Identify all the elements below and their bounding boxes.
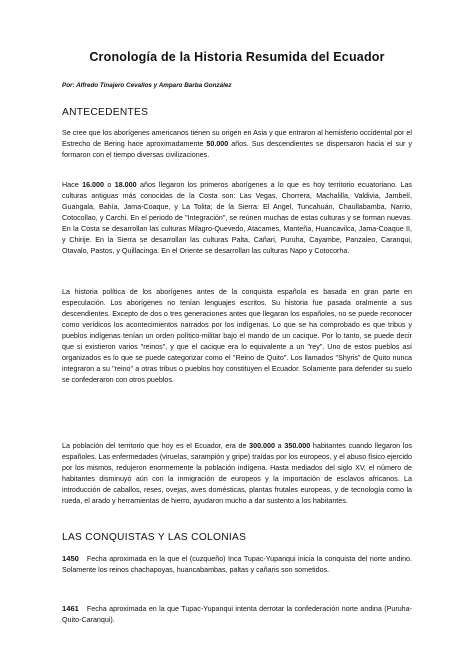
bold-figure: 16.000 <box>82 181 104 189</box>
paragraph <box>62 287 412 386</box>
text-run: habitantes cuando llegaron los españoles. Las enfermedades (viruelas, sarampión y gripe) traídas por los europeos, y el abuso físico ejercido por los mismos, redujeron enormemente la población indígena. Hasta mediados del siglo XV, el número de habitantes disminuyó aún con la inmigración de europeos y la importación de esclavos africanos. La introducción de caballos, reses, ovejas, aves domésticas, plantas frutales europeas, y de tecnología como la rueda, el arado y herramientas de hierro, ayudaron mucho a dar sustento a los habitantes. <box>62 442 412 506</box>
bold-figure: 300.000 <box>249 442 275 450</box>
document-title: Cronología de la Historia Resumida del Ecuador <box>89 50 385 64</box>
text-run: o <box>103 181 115 189</box>
text-run: Se cree que los aborígenes americanos tienen su origen en Asia y que entraron al hemisferio occidental por el Estrecho de Bering hace aproximadamente <box>62 129 412 149</box>
bold-figure: 350.000 <box>284 442 311 450</box>
text-run: Hace <box>62 181 83 189</box>
section-heading-antecedentes: ANTECEDENTES <box>62 107 149 118</box>
chronology-entry <box>62 553 412 576</box>
section-heading-conquistas: LAS CONQUISTAS Y LAS COLONIAS <box>62 532 247 543</box>
bold-figure: 18.000 <box>114 181 137 189</box>
text-run: La población del territorio que hoy es el Ecuador, era de <box>62 442 250 450</box>
entry-year: 1461 <box>62 604 79 613</box>
chronology-entry <box>62 603 412 626</box>
text-run: años llegaron los primeros aborígenes a lo que es hoy territorio ecuatoriano. Las culturas antiguas más conocidas de la Costa son: Las Vegas, Chorrera, Machalilla, Valdivia, Jambelí, Guangala, Bahía, Jama-Coaque, y La Tolita; de la Sierra: El Angel, Tuncahuán, Chaullabamba, Narrio, Cotocollao, y Carchi. En el periodo de "Integración", se reúnen muchas de estas culturas y se forman nuevas. En la Costa se desarrollan las culturas Milagro-Quevedo, Atacames, Manteña, Huancavilca, Jama-Coaque II, y Chirije. En la Sierra se desarrollan las culturas Palta, Cañari, Puruha, Cayambe, Panzaleo, Caranqui, Otavalo, Pastos, y Quillacinga. En el Oriente se desarrollan las culturas Napo y Cotocorha. <box>62 181 412 256</box>
paragraph <box>62 441 412 507</box>
text-run: La historia política de los aborígenes antes de la conquista española es basada en gran parte en especulación. Los aborígenes no tenían lenguajes escritos. Su historia fue pasada oralmente a sus descendientes. Excepto de dos o tres generaciones antes que llegaran los españoles, no se puede reconocer como verídicos los acontecimientos narrados por los indígenas. Lo que se ha comprobado es que tribus y pueblos indígenas tenían un orden político-militar bajo el mando de un cacique. Por lo tanto, se puede decir que si existieron varios "reinos", y que el cacique era lo equivalente a un "rey". Uno de estos pueblos así organizados es lo que se puede categorizar como el "Reino de Quito". Los llamados "Shyris" de Quito nunca integraron a su "reino" a otras tribus o pueblos hoy constituyen el Ecuador. Solamente para defender su suelo se confederaron con otros pueblos. <box>62 288 412 385</box>
entry-text: Fecha aproximada en la que Tupac-Yupanqui intenta derrotar la confederación norte andina (Puruha-Quito-Caranqui). <box>62 605 412 625</box>
entry-year: 1450 <box>62 554 79 563</box>
text-run: años. Sus descendientes se dispersaron hacia el sur y formaron con el tiempo diversas civilizaciones. <box>62 140 412 160</box>
text-run: a <box>274 442 285 450</box>
document-authors: Por: Alfredo Tinajero Cevallos y Amparo Barba González <box>62 82 232 89</box>
entry-text: Fecha aproximada en la que el (cuzqueño) Inca Tupac-Yupanqui inicia la conquista del norte andino. Solamente los reinos chachapoyas, huancabambas, paltas y cañaris son sometidos. <box>62 555 412 575</box>
paragraph <box>62 180 412 257</box>
bold-figure: 50.000 <box>206 140 229 149</box>
paragraph <box>62 128 412 161</box>
